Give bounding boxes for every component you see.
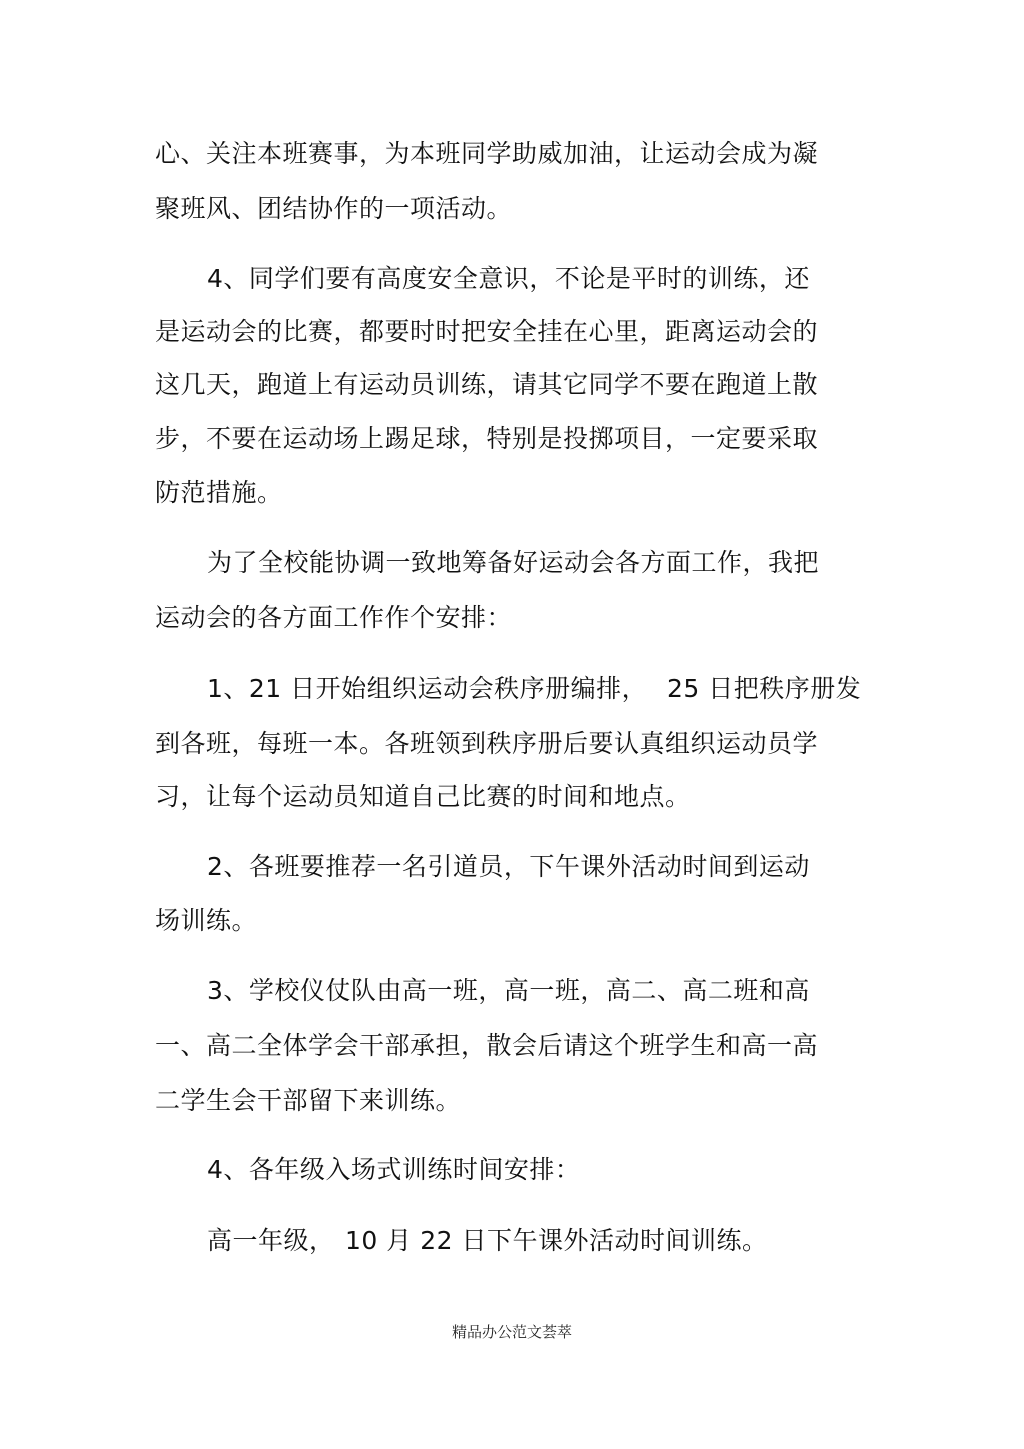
text-line: 习，让每个运动员知道自己比赛的时间和地点。 (155, 782, 691, 811)
text-line: 高一年级， (207, 1226, 335, 1255)
text-line: 为了全校能协调一致地筹备好运动会各方面工作，我把 (207, 548, 820, 577)
text-line: 心、关注本班赛事，为本班同学助威加油，让运动会成为凝 (155, 139, 819, 168)
text-line: 聚班风、团结协作的一项活动。 (155, 194, 513, 223)
text-line: 一、高二全体学会干部承担，散会后请这个班学生和高一高 (155, 1031, 819, 1060)
text-line: 3、学校仪仗队由高一班，高一班，高二、高二班和高 (207, 976, 810, 1005)
text-line: 这几天，跑道上有运动员训练，请其它同学不要在跑道上散 (155, 370, 819, 399)
text-line: 到各班，每班一本。各班领到秩序册后要认真组织运动员学 (155, 729, 819, 758)
text-line: 10 月 22 日下午课外活动时间训练。 (345, 1226, 768, 1255)
text-line: 场训练。 (155, 906, 258, 935)
text-line: 运动会的各方面工作作个安排： (155, 603, 513, 632)
page-footer: 精品办公范文荟萃 (451, 1323, 572, 1341)
text-line: 4、同学们要有高度安全意识，不论是平时的训练，还 (207, 264, 810, 293)
text-line: 是运动会的比赛，都要时时把安全挂在心里，距离运动会的 (155, 317, 819, 346)
text-line: 1、21 日开始组织运动会秩序册编排， (207, 674, 648, 703)
text-line: 防范措施。 (155, 478, 283, 507)
text-line: 4、各年级入场式训练时间安排： (207, 1155, 581, 1184)
text-line: 25 日把秩序册发 (667, 674, 862, 703)
text-line: 步，不要在运动场上踢足球，特别是投掷项目，一定要采取 (155, 424, 819, 453)
text-line: 二学生会干部留下来训练。 (155, 1086, 462, 1115)
text-line: 2、各班要推荐一名引道员，下午课外活动时间到运动 (207, 852, 810, 881)
